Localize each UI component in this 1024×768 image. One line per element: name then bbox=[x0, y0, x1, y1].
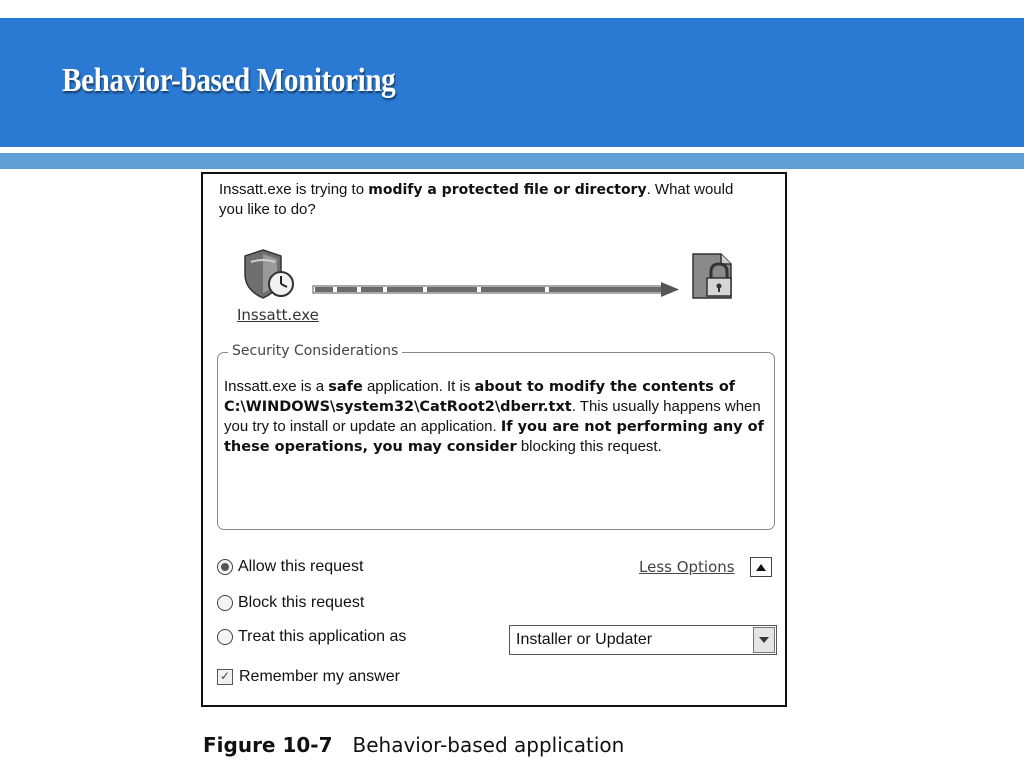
remember-answer-option[interactable] bbox=[217, 668, 400, 686]
prompt-text-end: . What would you like to do? bbox=[219, 181, 734, 218]
dialog-prompt bbox=[219, 180, 759, 220]
considerations-text-3: . This usually happens when you try to install or update an application. bbox=[224, 398, 761, 435]
security-dialog bbox=[201, 172, 787, 707]
block-label: Block this request bbox=[238, 594, 365, 611]
chevron-down-icon bbox=[759, 637, 769, 643]
considerations-bold-2: about to modify the contents of C:\WINDOWS\system32\CatRoot2\dberr.txt bbox=[224, 379, 736, 415]
triangle-up-icon bbox=[756, 564, 766, 571]
slide-title: Behavior-based Monitoring bbox=[62, 62, 396, 99]
prompt-text-bold: modify a protected file or directory bbox=[368, 182, 647, 198]
block-request-option[interactable] bbox=[217, 594, 364, 612]
considerations-bold-3: If you are not performing any of these operations, you may consider bbox=[224, 419, 764, 455]
block-radio[interactable] bbox=[217, 595, 233, 611]
allow-label: Allow this request bbox=[238, 558, 364, 575]
treat-radio[interactable] bbox=[217, 629, 233, 645]
less-options-link[interactable]: Less Options bbox=[639, 558, 735, 576]
dropdown-button[interactable] bbox=[753, 627, 775, 653]
treat-application-option[interactable] bbox=[217, 628, 406, 646]
figure-number: Figure 10-7 bbox=[203, 733, 333, 757]
remember-label: Remember my answer bbox=[239, 668, 400, 685]
collapse-options-button[interactable] bbox=[750, 557, 772, 577]
considerations-text-2: application. It is bbox=[362, 378, 475, 395]
security-considerations-legend: Security Considerations bbox=[228, 343, 402, 359]
header-divider-band bbox=[0, 153, 1024, 169]
figure-caption bbox=[203, 733, 624, 757]
allow-radio[interactable] bbox=[217, 559, 233, 575]
considerations-text-4: blocking this request. bbox=[516, 438, 662, 455]
remember-checkbox[interactable]: ✓ bbox=[217, 669, 233, 685]
locked-file-icon bbox=[687, 248, 743, 302]
application-type-select[interactable] bbox=[509, 625, 777, 655]
dashed-arrow-icon bbox=[311, 278, 681, 302]
security-considerations-group bbox=[217, 343, 775, 530]
allow-request-option[interactable] bbox=[217, 558, 363, 576]
shield-clock-icon bbox=[241, 246, 299, 302]
treat-label: Treat this application as bbox=[238, 628, 407, 645]
application-type-value: Installer or Updater bbox=[516, 631, 653, 648]
slide-header bbox=[0, 18, 1024, 147]
security-considerations-text bbox=[224, 377, 766, 457]
considerations-text-1: Inssatt.exe is a bbox=[224, 378, 329, 395]
prompt-text-start: Inssatt.exe is trying to bbox=[219, 181, 369, 198]
application-link[interactable]: Inssatt.exe bbox=[237, 306, 319, 324]
figure-caption-text: Behavior-based application bbox=[352, 733, 625, 757]
considerations-bold-1: safe bbox=[328, 379, 363, 395]
